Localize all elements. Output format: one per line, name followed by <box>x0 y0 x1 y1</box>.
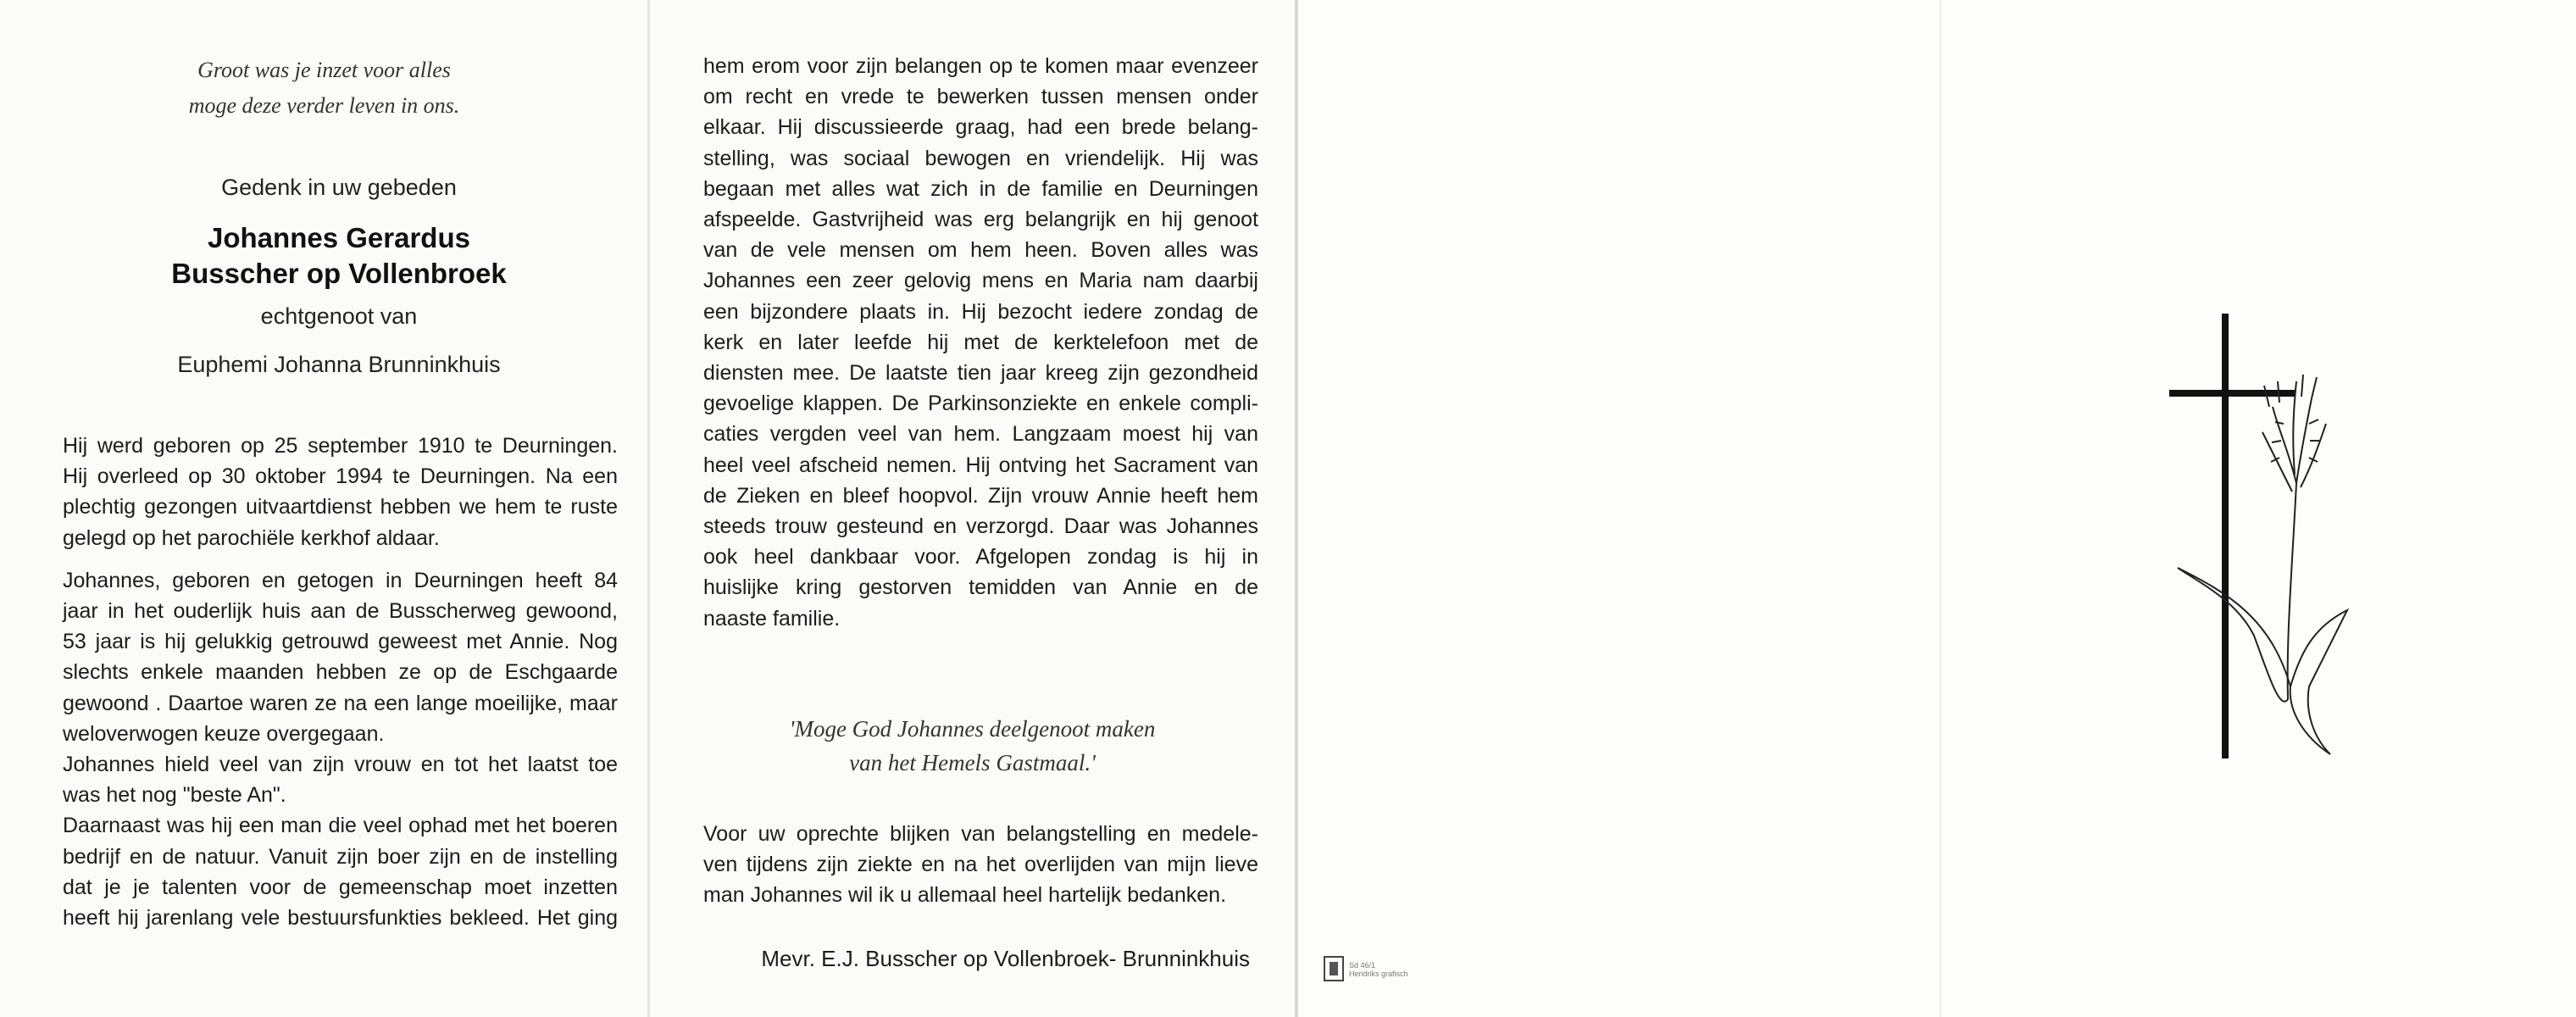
text-line: Johannes, geboren en getogen in Deurningen heeft 84 <box>63 568 618 592</box>
fold-line <box>647 0 650 1017</box>
text-line: bedrijf en de natuur. Vanuit zijn boer zijn en de instelling <box>63 844 618 869</box>
fold-line <box>1940 0 1941 1017</box>
motto-line: Groot was je inzet voor alles <box>197 58 451 82</box>
printer-name: Hendriks grafisch <box>1349 970 1408 978</box>
text-line: ven tijdens zijn ziekte en na het overlijden van mijn lieve <box>703 853 1258 877</box>
text-line: dat je je talenten voor de gemeenschap moet inzetten <box>63 875 618 899</box>
text-line: was het nog "beste An". <box>63 783 286 808</box>
text-line: stelling, was sociaal bewogen en vriendelijk. Hij was <box>703 146 1258 170</box>
biography-continued <box>703 51 1258 634</box>
text-line: Hij werd geboren op 25 september 1910 te Deurningen. <box>63 434 618 458</box>
text-line: gevoelige klappen. De Parkinsonziekte en enkele compli- <box>703 392 1258 416</box>
text-line: heel veel afscheid nemen. Hij ontving het Sacrament van <box>703 453 1258 477</box>
text-line: een bijzondere plaats in. Hij bezocht iedere zondag de <box>703 299 1258 324</box>
panel-back <box>1296 0 1940 1017</box>
text-line: gewoond . Daartoe waren ze na een lange moeilijke, maar <box>63 691 618 715</box>
text-line: gelegd op het parochiële kerkhof aldaar. <box>63 525 440 550</box>
quote-line: 'Moge God Johannes deelgenoot maken <box>789 716 1156 742</box>
quote-line: van het Hemels Gastmaal.' <box>849 750 1096 775</box>
text-line: Hij overleed op 30 oktober 1994 te Deurningen. Na een <box>63 464 618 489</box>
text-line: Daarnaast was hij een man die veel ophad met het boeren <box>63 814 618 838</box>
closing-quote <box>648 712 1296 780</box>
text-line: begaan met alles wat zich in de familie en Deurningen <box>703 176 1258 201</box>
text-line: huislijke kring gestorven temidden van Annie en de <box>703 575 1258 600</box>
motto-line: moge deze verder leven in ons. <box>188 93 460 118</box>
text-line: weloverwogen keuze overgegaan. <box>63 721 385 746</box>
printer-mark <box>1324 956 1408 990</box>
intro-line: Gedenk in uw gebeden <box>221 175 457 200</box>
thank-you-note <box>703 819 1258 911</box>
text-line: hem erom voor zijn belangen op te komen maar evenzeer <box>703 54 1258 78</box>
paragraph-gap <box>63 553 618 565</box>
text-line: kerk en later leefde hij met de kerktelefoon met de <box>703 330 1258 354</box>
text-line: om recht en vrede te bewerken tussen mensen onder <box>703 85 1258 109</box>
name-line: Busscher op Vollenbroek <box>171 258 507 289</box>
text-line: jaar in het ouderlijk huis aan de Busscherweg gewoond, <box>63 599 618 624</box>
spouse-name: Euphemi Johanna Brunninkhuis <box>177 352 501 377</box>
card-gap <box>1295 0 1298 1017</box>
text-line: ook heel dankbaar voor. Afgelopen zondag is hij in <box>703 545 1258 570</box>
text-line: Johannes een zeer gelovig mens en Maria nam daarbij <box>703 269 1258 293</box>
text-line: diensten mee. De laatste tien jaar kreeg zijn gezondheid <box>703 361 1258 386</box>
text-line: Voor uw oprechte blijken van belangstelling en medele- <box>703 822 1258 846</box>
text-line: slechts enkele maanden hebben ze op de Eschgaarde <box>63 660 618 685</box>
name-line: Johannes Gerardus <box>208 222 470 253</box>
opening-motto <box>0 53 648 124</box>
text-line: caties vergden veel van hem. Langzaam moest hij van <box>703 422 1258 447</box>
text-line: de Zieken en bleef hoopvol. Zijn vrouw Annie heeft hem <box>703 483 1258 508</box>
text-line: 53 jaar is hij gelukkig getrouwd geweest met Annie. Nog <box>63 630 618 654</box>
relation-line: echtgenoot van <box>260 303 418 329</box>
wheat-icon <box>2178 375 2347 754</box>
text-line: elkaar. Hij discussieerde graag, had een brede belang- <box>703 115 1258 140</box>
bio-paragraph <box>63 565 618 933</box>
printer-code: Sd 46/1 <box>1349 961 1376 970</box>
bio-paragraph <box>63 431 618 553</box>
text-line: van de vele mensen om hem heen. Boven alles was <box>703 238 1258 263</box>
text-line: naaste familie. <box>703 606 841 631</box>
deceased-name <box>0 220 678 292</box>
text-line: steeds trouw gesteund en verzorgd. Daar was Johannes <box>703 514 1258 539</box>
text-line: plechtig gezongen uitvaartdienst hebben we hem te ruste <box>63 495 618 520</box>
text-line: Johannes hield veel van zijn vrouw en tot het laatst toe <box>63 753 618 777</box>
printer-logo-icon <box>1324 956 1344 981</box>
signature: Mevr. E.J. Busscher op Vollenbroek- Brunninkhuis <box>761 946 1250 971</box>
printer-mark-text <box>1349 961 1408 978</box>
cross-and-wheat-emblem <box>2152 314 2381 771</box>
biography <box>63 431 618 933</box>
text-line: afspeelde. Gastvrijheid was erg belangrijk en hij genoot <box>703 208 1258 232</box>
text-line: heeft hij jarenlang vele bestuursfunkties bekleed. Het ging <box>63 906 618 931</box>
text-line: man Johannes wil ik u allemaal heel hartelijk bedanken. <box>703 883 1227 908</box>
